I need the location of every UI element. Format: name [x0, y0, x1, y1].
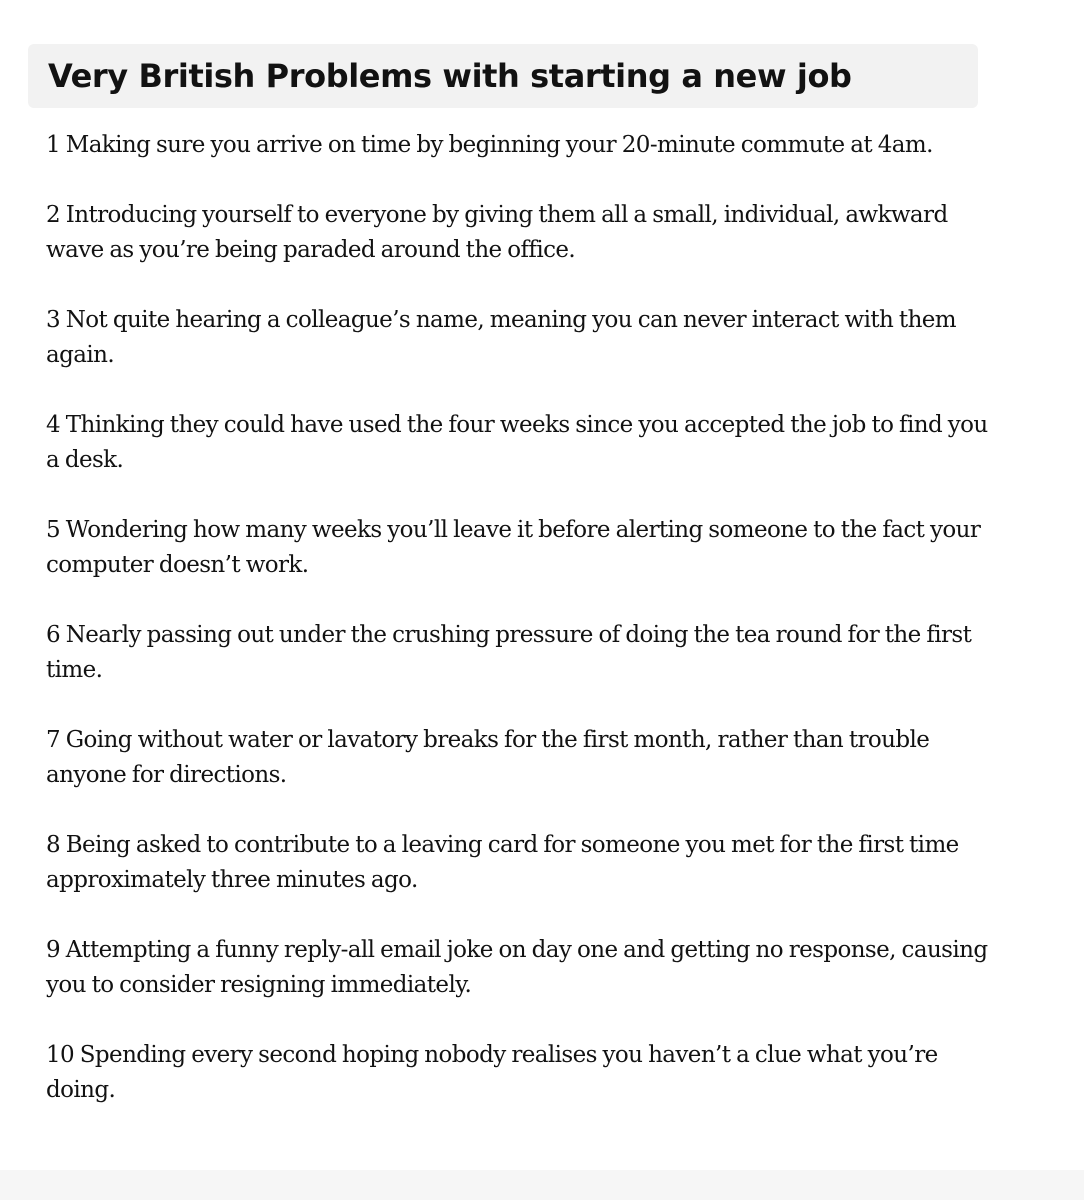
list-item: 9 Attempting a funny reply-all email joke on day one and getting no response, causing you to consider resigning immediately.: [46, 937, 988, 998]
list-item: 3 Not quite hearing a colleague’s name, meaning you can never interact with them again.: [46, 307, 957, 368]
list-item: 6 Nearly passing out under the crushing pressure of doing the tea round for the first time.: [46, 622, 972, 683]
list-item: 4 Thinking they could have used the four weeks since you accepted the job to find you a desk.: [46, 412, 988, 473]
list-item: 8 Being asked to contribute to a leaving card for someone you met for the first time approximately three minutes ago.: [46, 832, 959, 893]
list-item: 1 Making sure you arrive on time by beginning your 20-minute commute at 4am.: [46, 132, 933, 158]
bottom-band: [0, 1170, 1084, 1200]
list-item: 5 Wondering how many weeks you’ll leave it before alerting someone to the fact your computer doesn’t work.: [46, 517, 981, 578]
page-title: Very British Problems with starting a new job: [48, 57, 852, 95]
title-banner: [28, 44, 978, 108]
list-item: 7 Going without water or lavatory breaks for the first month, rather than trouble anyone for directions.: [46, 727, 930, 788]
list-item: 10 Spending every second hoping nobody realises you haven’t a clue what you’re doing.: [46, 1042, 938, 1103]
list-item: 2 Introducing yourself to everyone by giving them all a small, individual, awkward wave as you’re being paraded around the office.: [46, 202, 948, 263]
problem-list: [46, 128, 1006, 1143]
